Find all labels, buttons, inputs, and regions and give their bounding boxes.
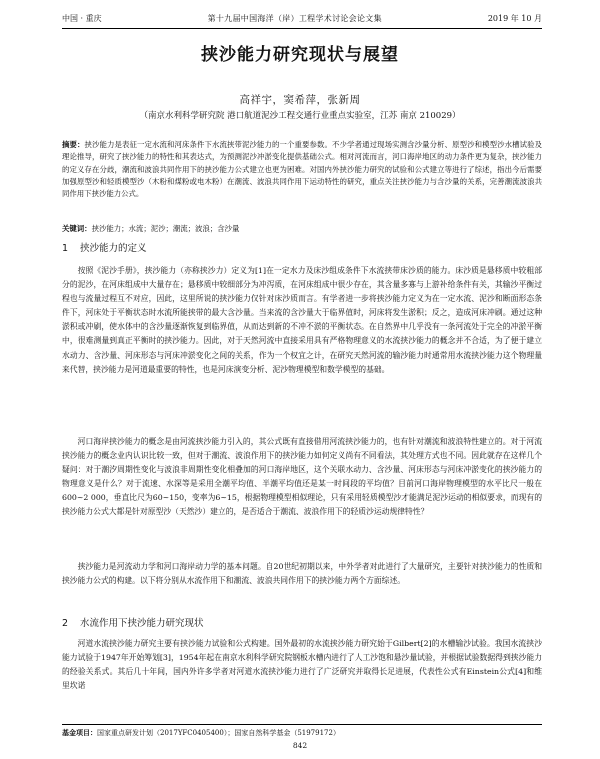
abstract-text: 挟沙能力是表征一定水流和河床条件下水流挟带泥沙能力的一个重要参数。不少学者通过现场实测含沙量分析、原型沙和模型沙水槽试验及理论推导，研究了挟沙能力的特性和其表达式，为预测泥沙冲淤变化提供基础公式。相对河流而言，河口海岸地区的动力条件更为复杂，挟沙能力的定义存在分歧，潮流和波浪共同作用下的挟沙能力公式建立也更为困难。对国内外挟沙能力研究的试验和公式建立等进行了综述，指出今后需要加强原型沙和轻质模型沙（木粉和煤粉或电木粉）在潮流、波浪共同作用下运动特性的研究，重点关注挟沙能力与含沙量的关系，完善潮流波浪共同作用下挟沙能力公式。 bbox=[62, 140, 542, 199]
header-date: 2019 年 10 月 bbox=[487, 13, 542, 23]
abstract-label: 摘要： bbox=[62, 140, 85, 149]
keywords-label: 关键词： bbox=[62, 224, 92, 233]
section-2-heading bbox=[62, 615, 204, 629]
section-2-paragraph-1: 河道水流挟沙能力研究主要有挟沙能力试验和公式构建。国外最初的水流挟沙能力研究始于Gilbert[2]的水槽输沙试验。我国水流挟沙能力试验于1947年开始筹划[3]，1954年起在南京水利科学研究院钢板水槽内进行了人工沙饱和悬沙量试验，并根据试验数据得到挟沙能力的经验关系式。其后几十年间，国内外许多学者对河道水流挟沙能力进行了广泛研究并取得长足进展，代表性公式有Einstein公式[4]和维里坎诺 bbox=[62, 639, 542, 691]
author-list: 高祥宇，窦希萍，张新周 bbox=[239, 94, 361, 106]
header-proceedings: 第十九届中国海洋（岸）工程学术讨论会论文集 bbox=[207, 13, 382, 23]
running-header bbox=[62, 10, 542, 29]
section-1-paragraph-1: 按照《泥沙手册》，挟沙能力（亦称挟沙力）定义为[1]在一定水力及床沙组成条件下水流挟带床沙质的能力。床沙质是悬移质中较粗部分的泥沙，在河床组成中大量存在；悬移质中较细部分为冲泻质，在河床组成中很少存在，其含量多寡与上游补给条件有关，其输沙平衡过程也与流量过程互不对应，因此，这里所说的挟沙能力仅针对床沙质而言。有学者进一步将挟沙能力定义为在一定水流、泥沙和断面形态条件下，河床处于平衡状态时水流所能挟带的最大含沙量。当来流的含沙量大于临界值时，河床将发生淤积；反之，造成河床冲刷。通过这种淤积或冲刷，使水体中的含沙量逐渐恢复到临界值，从而达到新的不冲不淤的平衡状态。在自然界中几乎没有一条河流处于完全的冲淤平衡中，很难测量到真正平衡时的挟沙能力。因此，对于天然河流中直接采用具有严格物理意义的水流挟沙能力的概念并不合适，为了便于建立水动力、含沙量、河床形态与河床冲淤变化之间的关系，作为一个权宜之计，在研究天然河流的输沙能力时通常用水流挟沙能力这个物理量来代替，挟沙能力是河道最重要的特性，也是河床演变分析、泥沙物理模型和数学模型的基础。 bbox=[62, 266, 542, 374]
section-1-number: 1 bbox=[62, 243, 69, 254]
section-1-paragraph-2: 河口海岸挟沙能力的概念是由河流挟沙能力引入的，其公式既有直接借用河流挟沙能力的，也有针对潮流和波浪特性建立的。对于河流挟沙能力的概念业内认识比较一致，但对于潮流、波浪作用下的挟沙能力如何定义尚有不同看法，其处理方式也不同。因此就存在这样几个疑问：对于潮汐周期性变化与波浪非周期性变化相叠加的河口海岸地区，这个关联水动力、含沙量、河床形态与河床冲淤变化的挟沙能力的物理意义是什么？对于流速、水深等是采用全潮平均值、半潮平均值还是某一时间段的平均值？目前河口海岸物理模型的水平比尺一般在600~2 000，垂直比尺为60~150，变率为6~15，根据物理模型相似理论，只有采用轻质模型沙才能满足泥沙运动的相似要求，而现有的挟沙能力公式大都是针对原型沙（天然沙）建立的，是否适合于潮流、波浪作用下的轻质沙运动规律特性？ bbox=[62, 437, 542, 517]
keywords bbox=[62, 223, 542, 234]
abstract bbox=[62, 139, 542, 200]
header-location: 中国 · 重庆 bbox=[62, 13, 102, 23]
section-2-title: 水流作用下挟沙能力研究现状 bbox=[80, 618, 204, 629]
section-1-title: 挟沙能力的定义 bbox=[80, 243, 147, 254]
section-1-heading bbox=[62, 240, 147, 254]
paper-title: 挟沙能力研究现状与展望 bbox=[201, 45, 399, 65]
footnote-text: 国家重点研发计划（2017YFC0405400）；国家自然科学基金（51979172） bbox=[97, 729, 340, 737]
section-1-paragraph-3: 挟沙能力是河流动力学和河口海岸动力学的基本问题。自20世纪初期以来，中外学者对此进行了大量研究，主要针对挟沙能力的性质和挟沙能力公式的构建。以下将分别从水流作用下和潮流、波浪共同作用下的挟沙能力两个方面综述。 bbox=[62, 562, 542, 586]
footnote-label: 基金项目： bbox=[62, 729, 97, 737]
affiliation: （南京水利科学研究院 港口航道泥沙工程交通行业重点实验室，江苏 南京 210029） bbox=[139, 111, 461, 121]
page-number: 842 bbox=[292, 741, 308, 750]
keywords-text: 挟沙能力；水流；泥沙；潮流；波浪；含沙量 bbox=[91, 224, 240, 233]
funding-footnote bbox=[62, 724, 542, 738]
section-2-number: 2 bbox=[62, 618, 69, 629]
